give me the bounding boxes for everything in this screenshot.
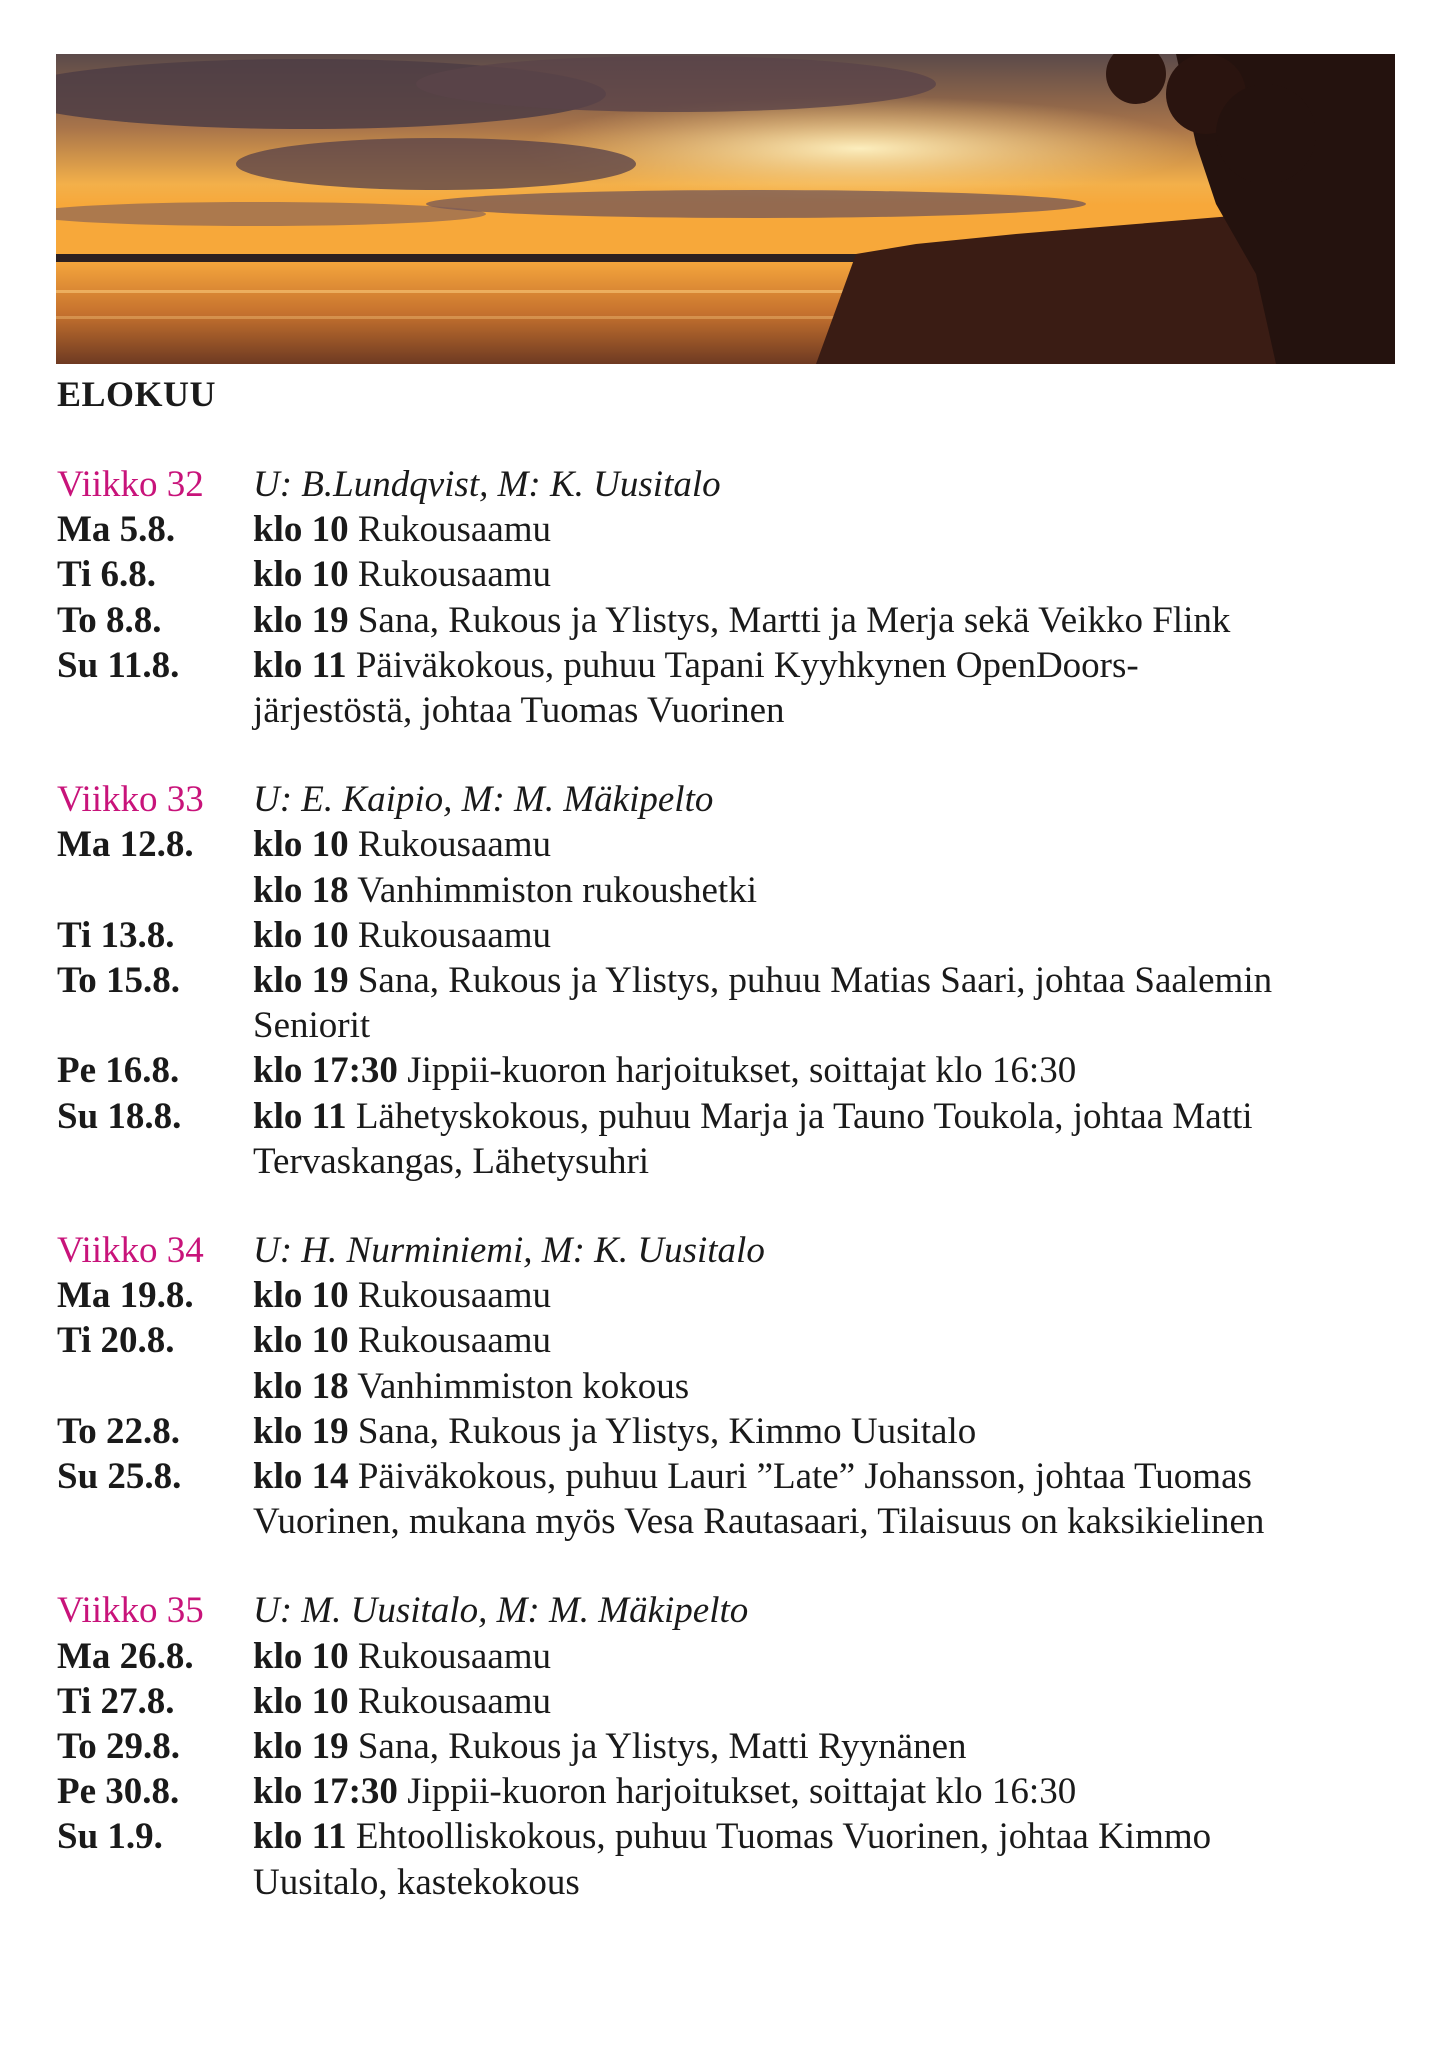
event-time: klo 17:30: [253, 1771, 398, 1813]
event-row: [57, 868, 1397, 913]
event-text: Vanhimmiston kokous: [357, 1365, 690, 1407]
event-text: Sana, Rukous ja Ylistys, Matti Ryynänen: [357, 1726, 967, 1768]
week-block: [57, 1588, 1397, 1904]
event-text: Rukousaamu: [357, 824, 552, 866]
week-label: Viikko 34: [57, 1230, 204, 1272]
event-time: klo 11: [253, 644, 347, 686]
event-day: Ti 6.8.: [57, 554, 157, 596]
event-continuation: [57, 688, 1397, 733]
event-time: klo 19: [253, 1410, 349, 1452]
event-row: [57, 1094, 1397, 1139]
event-day: Su 18.8.: [57, 1095, 182, 1137]
event-text: Rukousaamu: [357, 914, 552, 956]
event-row: [57, 1814, 1397, 1859]
event-row: [57, 913, 1397, 958]
event-row: [57, 1318, 1397, 1363]
week-label: Viikko 35: [57, 1590, 204, 1632]
week-crew: U: M. Uusitalo, M: M. Mäkipelto: [253, 1590, 749, 1632]
event-row: [57, 1273, 1397, 1318]
event-text: Päiväkokous, puhuu Lauri ”Late” Johansson, johtaa Tuomas: [357, 1456, 1252, 1498]
event-text: Rukousaamu: [357, 554, 552, 596]
event-text: Rukousaamu: [357, 1635, 552, 1677]
event-continuation: [57, 1860, 1397, 1905]
event-day: Ma 5.8.: [57, 509, 176, 551]
week-label: Viikko 33: [57, 779, 204, 821]
event-text: Jippii-kuoron harjoitukset, soittajat klo 16:30: [407, 1771, 1077, 1813]
event-time: klo 10: [253, 1320, 349, 1362]
event-row: [57, 1364, 1397, 1409]
event-day: To 29.8.: [57, 1726, 181, 1768]
event-day: Pe 16.8.: [57, 1050, 180, 1092]
sunset-lake-illustration: [56, 54, 1395, 364]
event-time: klo 10: [253, 1635, 349, 1677]
event-row: [57, 1724, 1397, 1769]
event-text: Sana, Rukous ja Ylistys, puhuu Matias Saari, johtaa Saalemin: [357, 960, 1273, 1002]
event-continuation: [57, 1003, 1397, 1048]
event-row: [57, 1409, 1397, 1454]
event-text: Rukousaamu: [357, 1320, 552, 1362]
event-day: Su 1.9.: [57, 1816, 163, 1858]
event-day: [57, 1364, 253, 1409]
event-text: Rukousaamu: [357, 1275, 552, 1317]
event-day: To 8.8.: [57, 599, 162, 641]
event-time: klo 10: [253, 1275, 349, 1317]
event-row: [57, 1048, 1397, 1093]
sunset-banner-image: [56, 54, 1395, 364]
event-text: Päiväkokous, puhuu Tapani Kyyhkynen OpenDoors-: [355, 644, 1139, 686]
week-block: [57, 777, 1397, 1184]
event-text: Rukousaamu: [357, 509, 552, 551]
week-crew: U: H. Nurminiemi, M: K. Uusitalo: [253, 1230, 765, 1272]
event-row: [57, 958, 1397, 1003]
event-row: [57, 1679, 1397, 1724]
week-block: [57, 1228, 1397, 1544]
week-label: Viikko 32: [57, 464, 204, 505]
week-header: [57, 462, 1397, 507]
event-day: Pe 30.8.: [57, 1771, 180, 1813]
event-text: Rukousaamu: [357, 1680, 552, 1722]
event-text-continued: Seniorit: [253, 1005, 371, 1047]
event-text: Ehtoolliskokous, puhuu Tuomas Vuorinen, johtaa Kimmo: [355, 1816, 1212, 1858]
event-time: klo 10: [253, 554, 349, 596]
event-row: [57, 507, 1397, 552]
weekly-schedule: [57, 462, 1397, 1949]
event-time: klo 14: [253, 1456, 349, 1498]
event-time: klo 17:30: [253, 1050, 398, 1092]
event-day: Su 11.8.: [57, 644, 180, 686]
event-day: To 15.8.: [57, 960, 181, 1002]
event-day: Ma 26.8.: [57, 1635, 194, 1677]
event-row: [57, 1634, 1397, 1679]
event-day: Su 25.8.: [57, 1456, 182, 1498]
event-text-continued: Uusitalo, kastekokous: [253, 1861, 580, 1903]
event-day: Ti 27.8.: [57, 1680, 175, 1722]
event-time: klo 19: [253, 960, 349, 1002]
event-time: klo 18: [253, 1365, 349, 1407]
event-time: klo 18: [253, 869, 349, 911]
week-header: [57, 777, 1397, 822]
event-day: [57, 868, 253, 913]
event-time: klo 11: [253, 1816, 347, 1858]
event-time: klo 19: [253, 1726, 349, 1768]
event-time: klo 10: [253, 824, 349, 866]
event-row: [57, 552, 1397, 597]
week-crew: U: B.Lundqvist, M: K. Uusitalo: [253, 464, 721, 505]
event-day: To 22.8.: [57, 1410, 181, 1452]
week-header: [57, 1228, 1397, 1273]
event-day: Ma 12.8.: [57, 824, 194, 866]
event-day: Ma 19.8.: [57, 1275, 194, 1317]
event-time: klo 10: [253, 1680, 349, 1722]
event-text-continued: Vuorinen, mukana myös Vesa Rautasaari, Tilaisuus on kaksikielinen: [253, 1501, 1265, 1543]
event-row: [57, 1454, 1397, 1499]
event-continuation: [57, 1499, 1397, 1544]
event-day: Ti 13.8.: [57, 914, 175, 956]
event-time: klo 10: [253, 914, 349, 956]
event-time: klo 19: [253, 599, 349, 641]
event-row: [57, 822, 1397, 867]
event-row: [57, 598, 1397, 643]
event-continuation: [57, 1139, 1397, 1184]
event-text: Vanhimmiston rukoushetki: [357, 869, 757, 911]
event-row: [57, 643, 1397, 688]
event-text-continued: Tervaskangas, Lähetysuhri: [253, 1140, 650, 1182]
week-block: [57, 462, 1397, 733]
week-crew: U: E. Kaipio, M: M. Mäkipelto: [253, 779, 714, 821]
week-header: [57, 1588, 1397, 1633]
event-text: Sana, Rukous ja Ylistys, Martti ja Merja sekä Veikko Flink: [357, 599, 1231, 641]
event-text-continued: järjestöstä, johtaa Tuomas Vuorinen: [253, 690, 785, 732]
month-heading: ELOKUU: [57, 374, 217, 414]
event-time: klo 11: [253, 1095, 347, 1137]
event-time: klo 10: [253, 509, 349, 551]
event-day: Ti 20.8.: [57, 1320, 175, 1362]
event-text: Lähetyskokous, puhuu Marja ja Tauno Toukola, johtaa Matti: [355, 1095, 1253, 1137]
event-row: [57, 1769, 1397, 1814]
event-text: Jippii-kuoron harjoitukset, soittajat klo 16:30: [407, 1050, 1077, 1092]
event-text: Sana, Rukous ja Ylistys, Kimmo Uusitalo: [357, 1410, 977, 1452]
